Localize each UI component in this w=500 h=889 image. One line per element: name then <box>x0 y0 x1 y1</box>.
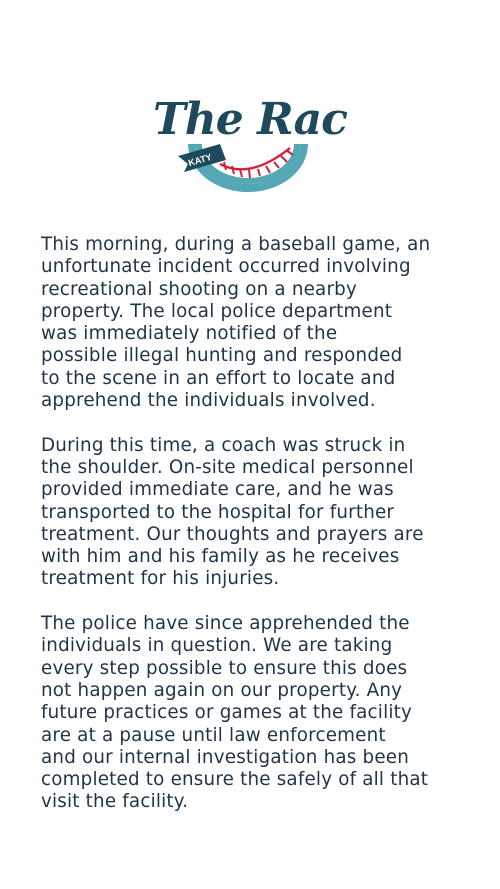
statement-body <box>41 234 466 836</box>
statement-paragraph-3: The police have since apprehended the individuals in question. We are taking every step possible to ensure this does not happen again on our property. Any future practices or games at the facility are at a pause until law enforcement and our internal investigation has been completed to ensure the safely of all that visit the facility. <box>41 613 429 813</box>
katy-banner-text: KATY <box>187 151 213 169</box>
the-rac-logo-graphic <box>150 78 350 193</box>
statement-paragraph-2: During this time, a coach was struck in the shoulder. On-site medical personnel provided immediate care, and he was transported to the hospital for further treatment. Our thoughts and prayers are with him and his family as he receives treatment for his injuries. <box>41 434 424 590</box>
the-rac-wordmark: The Rac <box>153 94 347 145</box>
statement-paragraph-1: This morning, during a baseball game, an unfortunate incident occurred involving recreational shooting on a nearby property. The local police department was immediately notified of the possible illegal hunting and responded to the scene in an effort to locate and apprehend the individuals involved. <box>41 234 431 412</box>
the-rac-katy-logo <box>150 78 350 193</box>
